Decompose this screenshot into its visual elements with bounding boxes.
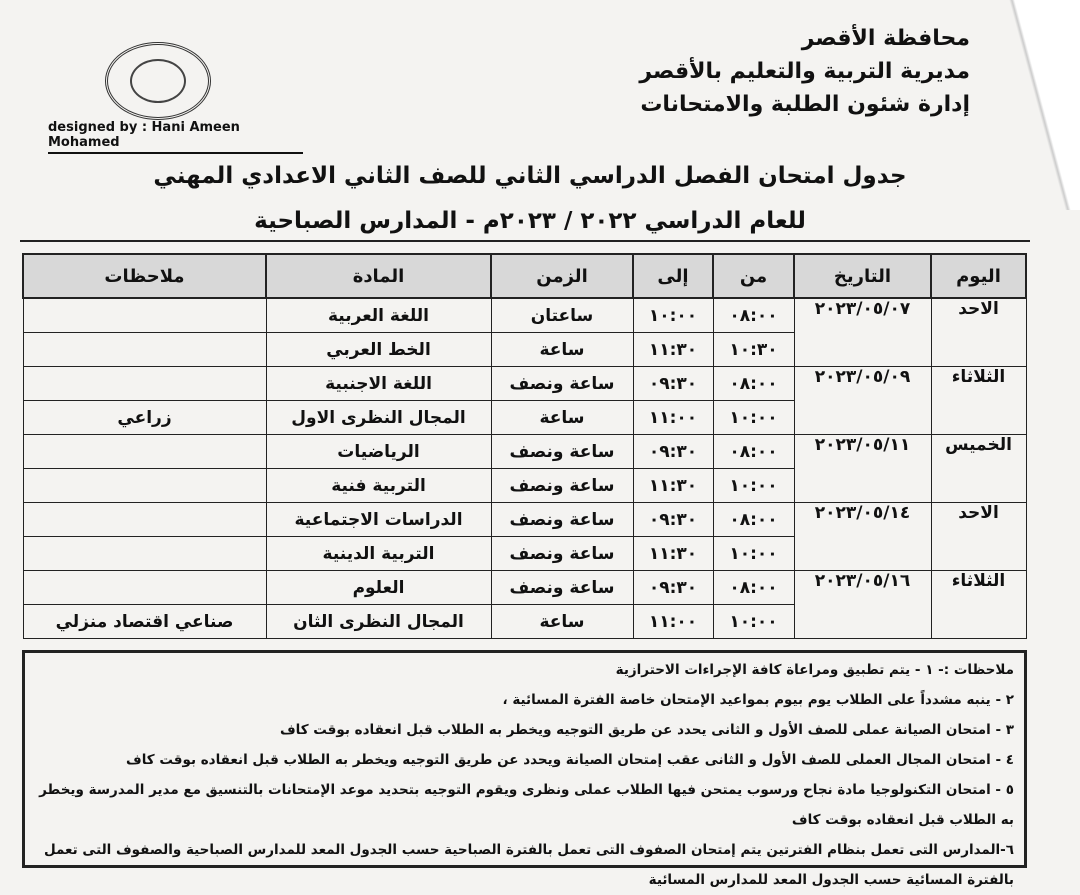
subject-cell: اللغة الاجنبية: [266, 367, 491, 401]
table-header-row: [23, 254, 1026, 298]
table-row: [23, 571, 1026, 605]
page-title: جدول امتحان الفصل الدراسي الثاني للصف الثاني الاعدادي المهني: [153, 163, 907, 189]
day-cell: الخميس: [931, 435, 1026, 503]
to-cell: ١١:٠٠: [633, 401, 713, 435]
note-item: ٢ - ينبه مشدداً على الطلاب يوم بيوم بمواعيد الإمتحان خاصة الفترة المسائية ،: [502, 692, 1014, 708]
day-cell: الاحد: [931, 298, 1026, 367]
from-cell: ٠٨:٠٠: [713, 367, 794, 401]
to-cell: ٠٩:٣٠: [633, 503, 713, 537]
to-cell: ٠٩:٣٠: [633, 571, 713, 605]
header-day: اليوم: [931, 254, 1026, 298]
authority-header: [639, 22, 970, 121]
note-item: ٣ - امتحان الصيانة عملى للصف الأول و الثانى يحدد عن طريق التوجيه ويخطر به الطلاب قبل انعقاده بوقت كاف: [279, 722, 1014, 738]
exam-schedule-table: [22, 253, 1027, 639]
note-cell: [23, 333, 266, 367]
note-cell: [23, 571, 266, 605]
note-cell: صناعي اقتصاد منزلي: [23, 605, 266, 639]
duration-cell: ساعة: [491, 605, 633, 639]
date-cell: ٢٠٢٣/٠٥/١٦: [794, 571, 931, 639]
note-cell: [23, 469, 266, 503]
subject-cell: المجال النظرى الاول: [266, 401, 491, 435]
to-cell: ١٠:٠٠: [633, 298, 713, 333]
duration-cell: ساعة ونصف: [491, 469, 633, 503]
day-cell: الاحد: [931, 503, 1026, 571]
duration-cell: ساعتان: [491, 298, 633, 333]
page-subtitle: للعام الدراسي ٢٠٢٢ / ٢٠٢٣م - المدارس الصباحية: [254, 208, 806, 234]
header-from: من: [713, 254, 794, 298]
header-duration: الزمن: [491, 254, 633, 298]
from-cell: ١٠:٣٠: [713, 333, 794, 367]
subject-cell: الخط العربي: [266, 333, 491, 367]
to-cell: ٠٩:٣٠: [633, 367, 713, 401]
from-cell: ٠٨:٠٠: [713, 435, 794, 469]
header-to: إلى: [633, 254, 713, 298]
date-cell: ٢٠٢٣/٠٥/١٤: [794, 503, 931, 571]
to-cell: ١١:٣٠: [633, 469, 713, 503]
from-cell: ١٠:٠٠: [713, 605, 794, 639]
subject-cell: المجال النظرى الثان: [266, 605, 491, 639]
table-row: [23, 367, 1026, 401]
to-cell: ١١:٣٠: [633, 537, 713, 571]
subject-cell: التربية الدينية: [266, 537, 491, 571]
header-date: التاريخ: [794, 254, 931, 298]
note-item: ملاحظات :- ١ - يتم تطبيق ومراعاة كافة الإجراءات الاحترازية: [615, 662, 1014, 678]
subject-cell: اللغة العربية: [266, 298, 491, 333]
notes-box: [22, 650, 1027, 888]
note-item: ٥ - امتحان التكنولوجيا مادة نجاح ورسوب يمتحن فيها الطلاب عملى ونظرى ويقوم التوجيه بتحديد موعد الإمتحانات بالتنسيق مع مدير المدرسة ويخطر به الطلاب قبل انعقاده بوقت كاف: [39, 782, 1014, 828]
to-cell: ١١:٣٠: [633, 333, 713, 367]
header-notes: ملاحظات: [23, 254, 266, 298]
note-cell: زراعي: [23, 401, 266, 435]
duration-cell: ساعة ونصف: [491, 537, 633, 571]
note-cell: [23, 537, 266, 571]
to-cell: ٠٩:٣٠: [633, 435, 713, 469]
day-cell: الثلاثاء: [931, 571, 1026, 639]
day-cell: الثلاثاء: [931, 367, 1026, 435]
note-item: ٤ - امتحان المجال العملى للصف الأول و الثانى عقب إمتحان الصيانة ويحدد عن طريق التوجيه ويخطر به الطلاب قبل انعقاده بوقت كاف: [126, 752, 1014, 768]
from-cell: ٠٨:٠٠: [713, 298, 794, 333]
luxor-seal-logo: [105, 42, 211, 120]
note-cell: [23, 367, 266, 401]
paper-fold: [1000, 0, 1080, 210]
to-cell: ١١:٠٠: [633, 605, 713, 639]
duration-cell: ساعة: [491, 401, 633, 435]
divider: [20, 240, 1030, 242]
duration-cell: ساعة ونصف: [491, 503, 633, 537]
from-cell: ٠٨:٠٠: [713, 571, 794, 605]
date-cell: ٢٠٢٣/٠٥/١١: [794, 435, 931, 503]
date-cell: ٢٠٢٣/٠٥/٠٩: [794, 367, 931, 435]
table-row: [23, 503, 1026, 537]
designer-credit: designed by : Hani Ameen Mohamed: [48, 120, 303, 154]
subject-cell: التربية فنية: [266, 469, 491, 503]
header-subject: المادة: [266, 254, 491, 298]
note-cell: [23, 435, 266, 469]
duration-cell: ساعة: [491, 333, 633, 367]
header-line: محافظة الأقصر: [801, 26, 970, 51]
subject-cell: العلوم: [266, 571, 491, 605]
note-cell: [23, 298, 266, 333]
subject-cell: الرياضيات: [266, 435, 491, 469]
from-cell: ١٠:٠٠: [713, 469, 794, 503]
from-cell: ٠٨:٠٠: [713, 503, 794, 537]
header-line: مديرية التربية والتعليم بالأقصر: [639, 59, 970, 84]
note-item: ٦-المدارس التى تعمل بنظام الفترتين يتم إمتحان الصفوف التى تعمل بالفترة الصباحية حسب الجدول المعد للمدارس الصباحية والصفوف التى تعمل بالفترة المسائية حسب الجدول المعد للمدارس المسائية: [43, 842, 1014, 888]
subject-cell: الدراسات الاجتماعية: [266, 503, 491, 537]
note-cell: [23, 503, 266, 537]
header-line: إدارة شئون الطلبة والامتحانات: [640, 92, 970, 117]
from-cell: ١٠:٠٠: [713, 401, 794, 435]
duration-cell: ساعة ونصف: [491, 435, 633, 469]
table-row: [23, 435, 1026, 469]
duration-cell: ساعة ونصف: [491, 367, 633, 401]
date-cell: ٢٠٢٣/٠٥/٠٧: [794, 298, 931, 367]
from-cell: ١٠:٠٠: [713, 537, 794, 571]
duration-cell: ساعة ونصف: [491, 571, 633, 605]
table-row: [23, 298, 1026, 333]
